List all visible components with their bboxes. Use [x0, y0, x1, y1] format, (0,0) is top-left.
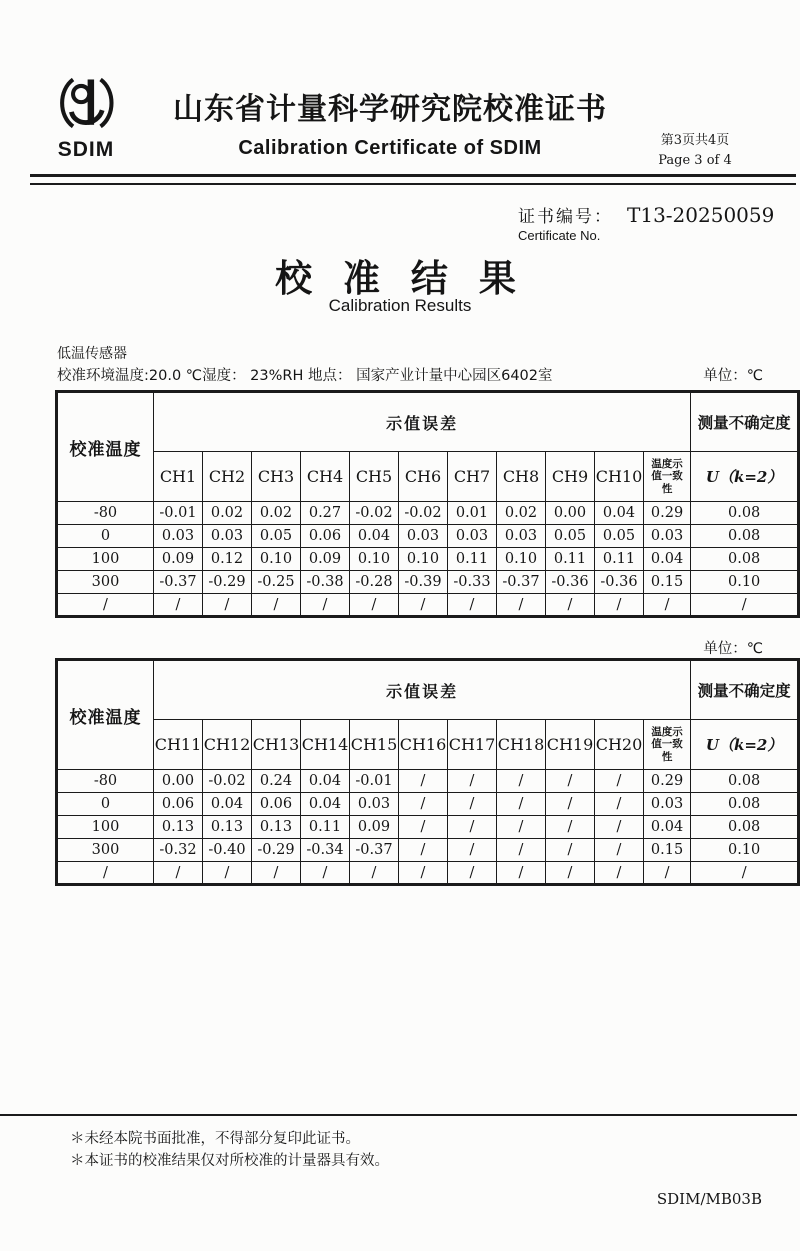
channel-header-cell: CH18 — [497, 720, 546, 770]
consistency-header-cell: 温度示值一致性 — [644, 452, 691, 502]
temp-cell: 300 — [57, 839, 154, 862]
unit-label-table2: 单位：℃ — [703, 641, 763, 657]
footer-notes — [70, 1128, 389, 1173]
channel-header-cell: CH8 — [497, 452, 546, 502]
value-cell: / — [546, 793, 595, 816]
value-cell: 0.09 — [350, 816, 399, 839]
value-cell: / — [497, 862, 546, 885]
temp-cell: 0 — [57, 793, 154, 816]
channel-header-cell: CH3 — [252, 452, 301, 502]
value-cell: / — [595, 839, 644, 862]
logo-text: SDIM — [57, 138, 115, 161]
value-cell: 0.08 — [691, 816, 799, 839]
value-cell: / — [399, 839, 448, 862]
value-cell: -0.36 — [546, 571, 595, 594]
value-cell: / — [546, 594, 595, 617]
value-cell: -0.25 — [252, 571, 301, 594]
value-cell: / — [497, 770, 546, 793]
value-cell: / — [399, 862, 448, 885]
certificate-number-value: T13-20250059 — [627, 203, 775, 227]
value-cell: 0.10 — [252, 548, 301, 571]
sdim-logo-mark — [52, 74, 120, 140]
certificate-number-label-en: Certificate No. — [518, 228, 601, 243]
channel-header-cell: CH17 — [448, 720, 497, 770]
temp-cell: -80 — [57, 770, 154, 793]
value-cell: -0.29 — [203, 571, 252, 594]
value-cell: -0.36 — [595, 571, 644, 594]
value-cell: / — [546, 862, 595, 885]
temp-cell: 100 — [57, 548, 154, 571]
value-cell: 0.08 — [691, 548, 799, 571]
value-cell: -0.02 — [203, 770, 252, 793]
value-cell: 0.09 — [301, 548, 350, 571]
value-cell: -0.34 — [301, 839, 350, 862]
value-cell: / — [203, 862, 252, 885]
certificate-number-label: 证书编号： — [518, 207, 613, 227]
value-cell: 0.03 — [203, 525, 252, 548]
channel-header-cell: CH15 — [350, 720, 399, 770]
value-cell: / — [203, 594, 252, 617]
document-title — [150, 84, 630, 160]
value-cell: / — [350, 594, 399, 617]
value-cell: 0.02 — [203, 502, 252, 525]
channel-header-cell: CH1 — [154, 452, 203, 502]
value-cell: / — [595, 770, 644, 793]
value-cell: -0.37 — [350, 839, 399, 862]
value-cell: / — [448, 816, 497, 839]
value-cell: 0.04 — [301, 770, 350, 793]
channel-header-cell: CH10 — [595, 452, 644, 502]
value-cell: 0.00 — [546, 502, 595, 525]
value-cell: -0.02 — [399, 502, 448, 525]
value-cell: / — [301, 862, 350, 885]
value-cell: / — [154, 862, 203, 885]
value-cell: / — [546, 770, 595, 793]
value-cell: 0.11 — [448, 548, 497, 571]
page-indicator — [630, 131, 760, 171]
section-title-cn: 校 准 结 果 — [275, 257, 525, 300]
environment-line — [57, 364, 763, 385]
value-cell: -0.39 — [399, 571, 448, 594]
temp-cell: 0 — [57, 525, 154, 548]
footer-note-1: ＊未经本院书面批准，不得部分复印此证书。 — [70, 1131, 360, 1147]
footer-divider — [0, 1114, 797, 1116]
value-cell: / — [252, 594, 301, 617]
table-row — [57, 571, 799, 594]
u-header-cell: U（k=2） — [691, 720, 799, 770]
value-cell: / — [546, 839, 595, 862]
corner-header-cell: 校准温度 — [57, 392, 154, 502]
table-row — [57, 770, 799, 793]
channel-header-cell: CH9 — [546, 452, 595, 502]
value-cell: / — [448, 839, 497, 862]
value-cell: / — [595, 816, 644, 839]
value-cell: / — [644, 594, 691, 617]
value-cell: 0.11 — [595, 548, 644, 571]
value-cell: 0.13 — [203, 816, 252, 839]
table-row — [57, 793, 799, 816]
title-english: Calibration Certificate of SDIM — [238, 137, 542, 159]
value-cell: 0.08 — [691, 770, 799, 793]
group-header-cell: 示值误差 — [154, 660, 691, 720]
channel-header-cell: CH2 — [203, 452, 252, 502]
value-cell: 0.05 — [595, 525, 644, 548]
value-cell: 0.03 — [644, 525, 691, 548]
value-cell: / — [154, 594, 203, 617]
value-cell: 0.06 — [301, 525, 350, 548]
value-cell: 0.06 — [154, 793, 203, 816]
value-cell: / — [497, 816, 546, 839]
value-cell: 0.10 — [399, 548, 448, 571]
value-cell: 0.15 — [644, 839, 691, 862]
value-cell: / — [595, 594, 644, 617]
temp-cell: -80 — [57, 502, 154, 525]
value-cell: 0.03 — [399, 525, 448, 548]
value-cell: 0.10 — [497, 548, 546, 571]
table-row — [57, 525, 799, 548]
value-cell: / — [448, 862, 497, 885]
page-indicator-cn: 第3页共4页 — [660, 133, 730, 148]
value-cell: 0.00 — [154, 770, 203, 793]
value-cell: -0.28 — [350, 571, 399, 594]
value-cell: 0.29 — [644, 502, 691, 525]
value-cell: 0.10 — [691, 839, 799, 862]
temp-cell: 300 — [57, 571, 154, 594]
value-cell: -0.29 — [252, 839, 301, 862]
value-cell: 0.10 — [350, 548, 399, 571]
section-title-en: Calibration Results — [328, 296, 472, 315]
table-row — [57, 548, 799, 571]
channel-header-cell: CH11 — [154, 720, 203, 770]
value-cell: / — [497, 793, 546, 816]
table-row — [57, 594, 799, 617]
value-cell: 0.09 — [154, 548, 203, 571]
value-cell: 0.08 — [691, 525, 799, 548]
table-row — [57, 839, 799, 862]
value-cell: / — [448, 793, 497, 816]
calibration-table-ch1-ch10 — [55, 390, 800, 618]
value-cell: -0.40 — [203, 839, 252, 862]
table-row — [57, 816, 799, 839]
consistency-header-cell: 温度示值一致性 — [644, 720, 691, 770]
value-cell: -0.38 — [301, 571, 350, 594]
form-code: SDIM/MB03B — [656, 1190, 762, 1208]
value-cell: -0.33 — [448, 571, 497, 594]
value-cell: 0.10 — [691, 571, 799, 594]
value-cell: 0.01 — [448, 502, 497, 525]
value-cell: -0.01 — [154, 502, 203, 525]
value-cell: / — [497, 594, 546, 617]
value-cell: 0.02 — [497, 502, 546, 525]
value-cell: 0.11 — [546, 548, 595, 571]
value-cell: 0.04 — [644, 816, 691, 839]
value-cell: 0.04 — [595, 502, 644, 525]
uncertainty-header-cell: 测量不确定度 — [691, 660, 799, 720]
channel-header-cell: CH14 — [301, 720, 350, 770]
channel-header-cell: CH16 — [399, 720, 448, 770]
value-cell: / — [644, 862, 691, 885]
page-indicator-en: Page 3 of 4 — [658, 153, 732, 169]
channel-header-cell: CH6 — [399, 452, 448, 502]
value-cell: / — [350, 862, 399, 885]
value-cell: -0.02 — [350, 502, 399, 525]
header-divider — [30, 174, 796, 185]
value-cell: 0.24 — [252, 770, 301, 793]
value-cell: 0.13 — [252, 816, 301, 839]
environment-conditions: 校准环境温度:20.0 ℃湿度： 23%RH 地点： 国家产业计量中心园区6402室 — [57, 368, 553, 384]
value-cell: 0.15 — [644, 571, 691, 594]
temp-cell: / — [57, 594, 154, 617]
channel-header-cell: CH20 — [595, 720, 644, 770]
value-cell: 0.04 — [350, 525, 399, 548]
channel-header-cell: CH7 — [448, 452, 497, 502]
uncertainty-header-cell: 测量不确定度 — [691, 392, 799, 452]
value-cell: / — [546, 816, 595, 839]
table-row — [57, 502, 799, 525]
value-cell: 0.03 — [497, 525, 546, 548]
value-cell: 0.29 — [644, 770, 691, 793]
value-cell: 0.13 — [154, 816, 203, 839]
value-cell: / — [399, 816, 448, 839]
value-cell: / — [595, 862, 644, 885]
value-cell: / — [448, 594, 497, 617]
value-cell: / — [399, 594, 448, 617]
sdim-logo — [46, 74, 126, 162]
value-cell: 0.12 — [203, 548, 252, 571]
value-cell: 0.03 — [154, 525, 203, 548]
value-cell: / — [497, 839, 546, 862]
value-cell: 0.03 — [350, 793, 399, 816]
unit-label-table1: 单位：℃ — [703, 368, 763, 384]
value-cell: -0.01 — [350, 770, 399, 793]
value-cell: / — [301, 594, 350, 617]
temp-cell: / — [57, 862, 154, 885]
title-chinese: 山东省计量科学研究院校准证书 — [173, 92, 607, 127]
corner-header-cell: 校准温度 — [57, 660, 154, 770]
channel-header-cell: CH19 — [546, 720, 595, 770]
value-cell: 0.27 — [301, 502, 350, 525]
group-header-cell: 示值误差 — [154, 392, 691, 452]
value-cell: / — [691, 862, 799, 885]
channel-header-cell: CH12 — [203, 720, 252, 770]
channel-header-cell: CH4 — [301, 452, 350, 502]
value-cell: 0.02 — [252, 502, 301, 525]
device-name: 低温传感器 — [57, 346, 127, 362]
footer-note-2: ＊本证书的校准结果仅对所校准的计量器具有效。 — [70, 1153, 389, 1170]
value-cell: 0.04 — [301, 793, 350, 816]
value-cell: 0.03 — [448, 525, 497, 548]
value-cell: / — [399, 793, 448, 816]
value-cell: -0.37 — [154, 571, 203, 594]
value-cell: / — [448, 770, 497, 793]
value-cell: -0.37 — [497, 571, 546, 594]
certificate-number-line — [518, 202, 774, 227]
table-row — [57, 862, 799, 885]
channel-header-cell: CH13 — [252, 720, 301, 770]
value-cell: / — [252, 862, 301, 885]
value-cell: 0.08 — [691, 502, 799, 525]
value-cell: / — [691, 594, 799, 617]
value-cell: 0.03 — [644, 793, 691, 816]
value-cell: / — [595, 793, 644, 816]
value-cell: 0.05 — [546, 525, 595, 548]
temp-cell: 100 — [57, 816, 154, 839]
channel-header-cell: CH5 — [350, 452, 399, 502]
value-cell: 0.04 — [644, 548, 691, 571]
value-cell: 0.05 — [252, 525, 301, 548]
value-cell: 0.08 — [691, 793, 799, 816]
calibration-table-ch11-ch20 — [55, 658, 800, 886]
value-cell: -0.32 — [154, 839, 203, 862]
value-cell: / — [399, 770, 448, 793]
value-cell: 0.04 — [203, 793, 252, 816]
value-cell: 0.11 — [301, 816, 350, 839]
u-header-cell: U（k=2） — [691, 452, 799, 502]
value-cell: 0.06 — [252, 793, 301, 816]
